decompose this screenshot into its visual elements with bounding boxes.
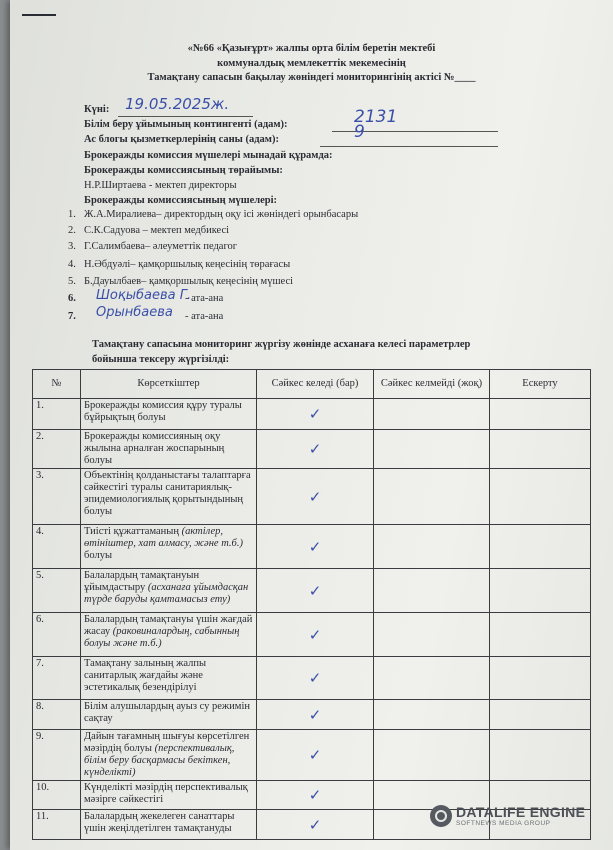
note-cell (490, 469, 591, 525)
noncompliant-cell (374, 469, 490, 525)
row-indicator: Брокеражды комиссияның оқу жылына арналған жоспарының болуы (81, 430, 257, 469)
header-note: Ескерту (490, 370, 591, 399)
row-text: Дайын тағамның шығуы көрсетілген мәзірдің болуы (84, 731, 250, 754)
row-indicator: Балалардың жекелеген санаттары үшін жеңілдетілген тамақтануды (81, 810, 257, 840)
note-cell (490, 399, 591, 430)
row-indicator: Объектінің қолданыстағы талаптарға сәйкестігі туралы санитариялық-эпидемиологиялық қорытындының болуы (81, 469, 257, 525)
row-text-tail: болуы (84, 550, 112, 561)
member-role: - ата-ана (185, 293, 224, 304)
member-num: 3. (68, 241, 76, 252)
note-cell (490, 657, 591, 700)
note-cell (490, 613, 591, 657)
member-item: С.К.Садуова – мектеп медбикесі (84, 225, 230, 236)
commission-chair-heading: Брокеражды комиссиясының төрайымы: (84, 165, 283, 176)
note-cell (490, 700, 591, 730)
check-mark: ✓ (257, 613, 374, 657)
header-indicator: Көрсеткіштер (81, 370, 257, 399)
check-mark: ✓ (257, 569, 374, 613)
table-row (33, 700, 591, 730)
check-mark: ✓ (257, 525, 374, 569)
monitoring-table (32, 369, 591, 840)
check-mark: ✓ (257, 810, 374, 840)
noncompliant-cell (374, 525, 490, 569)
date-underline (118, 116, 253, 117)
row-num: 9. (33, 730, 81, 781)
table-row (33, 657, 591, 700)
intro-line-2: бойынша тексеру жүргізілді: (92, 354, 230, 365)
table-row (33, 469, 591, 525)
member-num: 5. (68, 276, 76, 287)
check-mark: ✓ (257, 399, 374, 430)
header-line-1: «№66 «Қазығұрт» жалпы орта білім беретін мектебі (187, 43, 436, 54)
watermark-subtitle: SOFTNEWS MEDIA GROUP (456, 820, 551, 827)
header-compliant: Сәйкес келеді (бар) (257, 370, 374, 399)
row-italic-note: (актілер, өтініштер, хат алмасу, және т.б.) (84, 526, 243, 549)
check-mark: ✓ (257, 469, 374, 525)
row-indicator: Тамақтану залының жалпы санитарлық жағдайы және эстетикалық безендірілуі (81, 657, 257, 700)
document-page (10, 0, 613, 850)
intro-line-1: Тамақтану сапасына мониторинг жүргізу жөнінде асханаға келесі параметрлер (92, 339, 471, 350)
row-indicator: Күнделікті мәзірдің перспективалық мәзірге сәйкестігі (81, 781, 257, 810)
contingent-value: 2131 (354, 107, 398, 127)
header-line-2: коммуналдық мемлекеттік мекемесінің (217, 58, 406, 69)
row-num: 7. (33, 657, 81, 700)
corner-dash (22, 14, 56, 16)
date-value: 19.05.2025ж. (125, 95, 230, 113)
member-num: 2. (68, 225, 76, 236)
row-num: 4. (33, 525, 81, 569)
row-num: 2. (33, 430, 81, 469)
watermark-title: DATALIFE ENGINE (456, 804, 586, 820)
check-mark: ✓ (257, 657, 374, 700)
staff-label: Ас блогы қызметкерлерінің саны (адам): (84, 134, 279, 145)
row-text: Тиісті құжаттаманың (84, 526, 182, 537)
row-indicator: Білім алушылардың ауыз су режимін сақтау (81, 700, 257, 730)
check-mark: ✓ (257, 430, 374, 469)
header-noncompliant: Сәйкес келмейді (жоқ) (374, 370, 490, 399)
commission-composition: Брокеражды комиссия мүшелері мынадай құрамда: (84, 150, 333, 161)
row-indicator: Брокеражды комиссия құру туралы бұйрықтың болуы (81, 399, 257, 430)
watermark (430, 804, 585, 827)
row-indicator (81, 730, 257, 781)
table-row (33, 399, 591, 430)
check-mark: ✓ (257, 730, 374, 781)
note-cell (490, 525, 591, 569)
row-num: 5. (33, 569, 81, 613)
member-handwritten-name: Орынбаева (96, 305, 173, 320)
header-num: № (33, 370, 81, 399)
table-row (33, 525, 591, 569)
row-indicator (81, 525, 257, 569)
row-num: 8. (33, 700, 81, 730)
row-num: 3. (33, 469, 81, 525)
commission-members-heading: Брокеражды комиссиясының мүшелері: (84, 195, 278, 206)
check-mark: ✓ (257, 781, 374, 810)
member-num: 4. (68, 259, 76, 270)
table-row (33, 613, 591, 657)
row-italic-note: (асханаға ұйымдасқан түрде баруды қамтамасыз ету) (84, 582, 249, 605)
member-item: Г.Салимбаева– әлеуметтік педагог (84, 241, 238, 252)
member-num: 7. (68, 311, 76, 322)
member-num: 1. (68, 209, 76, 220)
date-label: Күні: (84, 104, 110, 115)
noncompliant-cell (374, 613, 490, 657)
note-cell (490, 730, 591, 781)
member-item: Б.Дауылбаев– қамқоршылық кеңесінің мүшесі (84, 276, 294, 287)
note-cell (490, 430, 591, 469)
row-text: Балалардың тамақтануын ұйымдастыру (84, 570, 200, 593)
table-row (33, 569, 591, 613)
row-num: 1. (33, 399, 81, 430)
row-num: 11. (33, 810, 81, 840)
noncompliant-cell (374, 569, 490, 613)
noncompliant-cell (374, 730, 490, 781)
table-row (33, 430, 591, 469)
member-handwritten-name: Шоқыбаева Г. (96, 288, 192, 303)
member-item: Н.Әбдуәлі– қамқоршылық кеңесінің төрағасы (84, 259, 291, 270)
noncompliant-cell (374, 430, 490, 469)
row-text: Балалардың тамақтануы үшін жағдай жасау (84, 614, 253, 637)
row-italic-note: (раковиналардың, сабынның болуы және т.б.) (84, 626, 240, 649)
noncompliant-cell (374, 657, 490, 700)
row-indicator (81, 613, 257, 657)
row-italic-note: (перспективалық, білім беру басқармасы бекіткен, күнделікті) (84, 743, 235, 778)
member-item: Ж.А.Миралиева– директордың оқу ісі жөніндегі орынбасары (84, 209, 359, 220)
check-mark: ✓ (257, 700, 374, 730)
note-cell (490, 569, 591, 613)
staff-value: 9 (354, 122, 365, 142)
row-num: 6. (33, 613, 81, 657)
commission-chair: Н.Р.Ширтаева - мектеп директоры (84, 180, 237, 191)
row-num: 10. (33, 781, 81, 810)
noncompliant-cell (374, 399, 490, 430)
staff-underline (320, 146, 498, 147)
header-line-3: Тамақтану сапасын бақылау жөніндегі мониторингінің актісі №____ (147, 72, 476, 83)
row-indicator (81, 569, 257, 613)
noncompliant-cell (374, 700, 490, 730)
datalife-logo-icon (430, 805, 452, 827)
member-num: 6. (68, 293, 76, 304)
table-header-row (33, 370, 591, 399)
contingent-label: Білім беру ұйымының контингенті (адам): (84, 119, 288, 130)
table-row (33, 730, 591, 781)
member-role: - ата-ана (185, 311, 224, 322)
